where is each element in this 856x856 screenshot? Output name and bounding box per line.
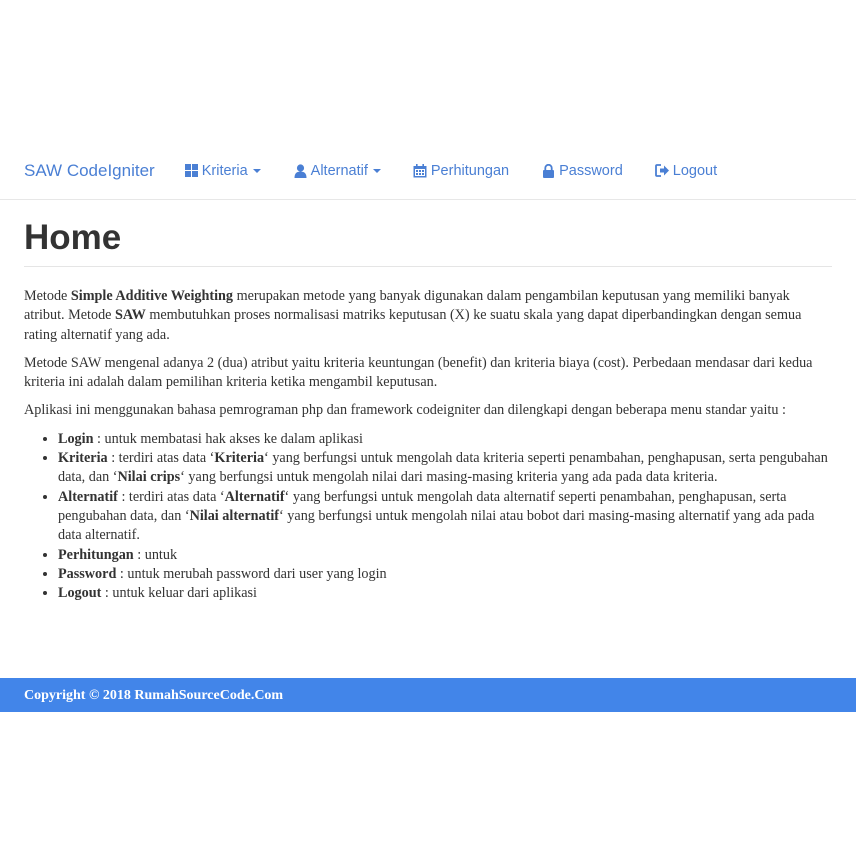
menu-intro-paragraph: Aplikasi ini menggunakan bahasa pemrograman php dan framework codeigniter dan dilengkapi dengan beberapa menu standar yaitu : <box>24 402 786 419</box>
nav-label-password: Password <box>559 162 623 179</box>
list-item-kriteria-text-2: ‘ yang berfungsi untuk mengolah data kriteria seperti penambahan, penghapusan, serta pengubahan data, dan ‘ <box>58 450 828 486</box>
main-content <box>24 200 832 603</box>
list-item-alternatif-bold-2: Nilai alternatif <box>189 507 280 524</box>
nav-label-kriteria: Kriteria <box>201 162 248 179</box>
logout-icon <box>655 163 670 178</box>
lock-icon <box>541 163 556 178</box>
list-item-perhitungan <box>58 546 832 565</box>
nav-label-perhitungan: Perhitungan <box>430 162 510 179</box>
intro-paragraph <box>24 287 832 345</box>
nav-item-logout[interactable] <box>655 163 717 179</box>
list-item-kriteria-name: Kriteria <box>58 450 108 467</box>
list-item-password-desc: : untuk merubah password dari user yang login <box>116 565 387 582</box>
list-item-logout-name: Logout <box>58 585 102 602</box>
list-item-alternatif-text-3: ‘ yang berfungsi untuk mengolah nilai atau bobot dari masing-masing alternatif yang ada pada data alternatif. <box>58 507 815 544</box>
list-item-password <box>58 565 832 584</box>
nav-item-perhitungan[interactable] <box>413 163 509 179</box>
list-item-kriteria-text-3: ‘ yang berfungsi untuk mengolah nilai dari masing-masing kriteria yang ada pada data kriteria. <box>180 469 718 486</box>
nav-item-password[interactable] <box>541 163 623 179</box>
list-item-alternatif-text-2: ‘ yang berfungsi untuk mengolah data alternatif seperti penambahan, penghapusan, serta pengubahan data, dan ‘ <box>58 488 787 524</box>
criteria-paragraph: Metode SAW mengenal adanya 2 (dua) atribut yaitu kriteria keuntungan (benefit) dan kriteria biaya (cost). Perbedaan mendasar dari kedua kriteria ini adalah dalam pemilihan kriteria ketika mengambil keputusan. <box>24 354 813 391</box>
list-item-kriteria-bold-2: Nilai crips <box>117 469 181 486</box>
list-item-alternatif <box>58 488 832 546</box>
menu-list <box>24 430 832 604</box>
navbar-inner <box>24 142 749 199</box>
intro-text-2: merupakan metode yang banyak digunakan dalam pengambilan keputusan yang memiliki banyak atribut. Metode <box>24 288 790 324</box>
list-item-kriteria <box>58 449 832 488</box>
list-item-alternatif-text-1: : terdiri atas data ‘ <box>117 488 225 505</box>
nav-item-alternatif[interactable] <box>293 163 381 179</box>
brand-link[interactable]: SAW CodeIgniter <box>24 160 155 180</box>
nav-item-kriteria[interactable] <box>184 163 261 179</box>
list-item-password-name: Password <box>58 565 117 582</box>
chevron-down-icon <box>373 169 381 173</box>
list-item-logout-desc: : untuk keluar dari aplikasi <box>101 585 257 602</box>
list-item-login-desc: : untuk membatasi hak akses ke dalam aplikasi <box>93 430 363 447</box>
copyright-text: Copyright © 2018 RumahSourceCode.Com <box>24 688 284 703</box>
list-item-perhitungan-name: Perhitungan <box>58 546 134 563</box>
nav-label-logout: Logout <box>672 162 718 179</box>
list-item-alternatif-bold-1: Alternatif <box>224 488 285 505</box>
page-title: Home <box>24 218 832 267</box>
footer <box>0 678 856 712</box>
intro-text-1: Metode <box>24 288 71 304</box>
chevron-down-icon <box>253 169 261 173</box>
user-icon <box>293 163 308 178</box>
list-item-login-name: Login <box>58 430 94 447</box>
navbar <box>0 142 856 200</box>
nav-label-alternatif: Alternatif <box>310 162 368 179</box>
list-item-logout <box>58 584 832 603</box>
list-item-alternatif-name: Alternatif <box>58 488 118 505</box>
list-item-perhitungan-desc: : untuk <box>133 546 178 563</box>
intro-bold-saw-full: Simple Additive Weighting <box>70 288 234 304</box>
intro-text-3: membutuhkan proses normalisasi matriks keputusan (X) ke suatu skala yang dapat diperbandingkan dengan semua rating alternatif yang ada. <box>24 307 802 343</box>
grid-icon <box>184 163 199 178</box>
intro-bold-saw: SAW <box>115 307 146 324</box>
list-item-kriteria-bold-1: Kriteria <box>214 450 265 467</box>
list-item-login <box>58 430 832 449</box>
calendar-icon <box>413 163 428 178</box>
list-item-kriteria-text-1: : terdiri atas data ‘ <box>107 450 215 467</box>
